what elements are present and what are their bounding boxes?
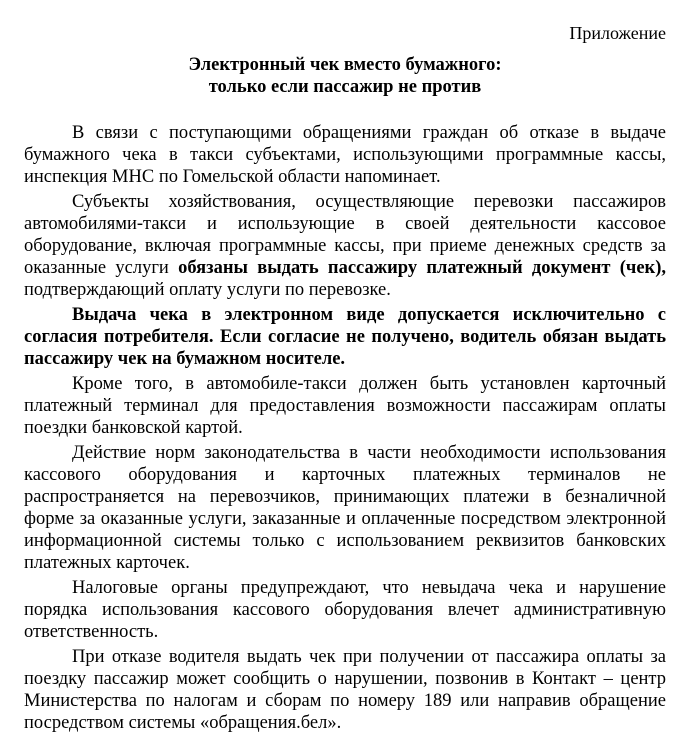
title-line-2: только если пассажир не против: [208, 77, 482, 97]
paragraph-6: Налоговые органы предупреждают, что невыдача чека и нарушение порядка использования кассового оборудования влечет административную ответственность.: [24, 578, 666, 642]
paragraph-2-bold: обязаны выдать пассажиру платежный документ (чек),: [178, 258, 667, 278]
paragraph-5: Действие норм законодательства в части необходимости использования кассового оборудования и карточных платежных терминалов не распространяется на перевозчиков, принимающих платежи в безналичной форме за оказанные услуги, заказанные и оплаченные посредством электронной информационной системы только с использованием реквизитов банковских платежных карточек.: [24, 443, 666, 573]
paragraph-2-text-start: Субъекты хозяйствования, осуществляющие перевозки пассажиров автомобилями-такси и использующие в своей деятельности кассовое оборудование, включая программные кассы, при приеме денежных средств за оказанные услуги: [24, 192, 666, 278]
title-line-1: Электронный чек вместо бумажного:: [188, 55, 502, 75]
document-title: [24, 54, 666, 98]
document-page: [24, 22, 666, 737]
appendix-label: Приложение: [569, 23, 666, 43]
document-body: [24, 122, 666, 734]
paragraph-2: [24, 191, 666, 301]
paragraph-7: При отказе водителя выдать чек при получении от пассажира оплаты за поездку пассажир может сообщить о нарушении, позвонив в Контакт – центр Министерства по налогам и сборам по номеру 189 или направив обращение посредством системы «обращения.бел».: [24, 647, 666, 733]
paragraph-2-text-end: подтверждающий оплату услуги по перевозке.: [24, 280, 391, 300]
paragraph-4: Кроме того, в автомобиле-такси должен быть установлен карточный платежный терминал для предоставления возможности пассажирам оплаты поездки банковской картой.: [24, 374, 666, 438]
paragraph-3: Выдача чека в электронном виде допускается исключительно с согласия потребителя. Если согласие не получено, водитель обязан выдать пассажиру чек на бумажном носителе.: [24, 305, 666, 369]
paragraph-1: В связи с поступающими обращениями граждан об отказе в выдаче бумажного чека в такси субъектами, использующими программные кассы, инспекция МНС по Гомельской области напоминает.: [24, 123, 666, 187]
